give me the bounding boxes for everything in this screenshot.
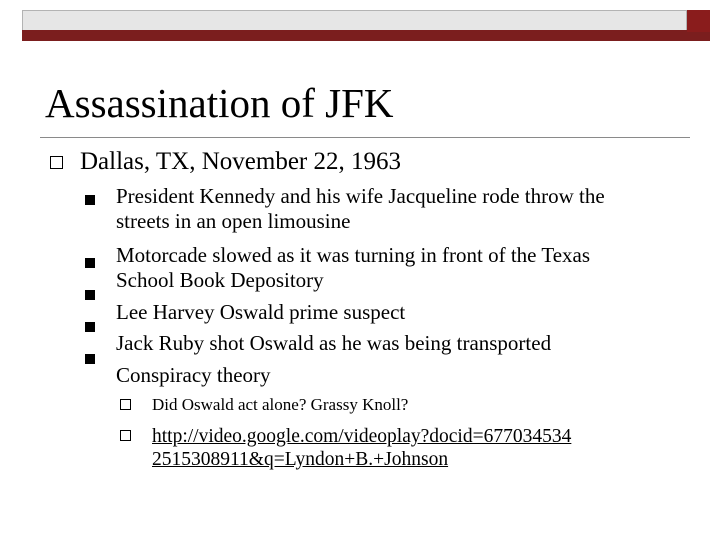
header-gray-bar (22, 10, 687, 32)
header-red-bar (22, 30, 710, 41)
sub-bullet-3: Lee Harvey Oswald prime suspect (116, 300, 406, 324)
filled-square-bullet-icon (85, 322, 95, 332)
filled-square-bullet-icon (85, 258, 95, 268)
sub-sub-bullet-question: Did Oswald act alone? Grassy Knoll? (152, 395, 409, 414)
sub-bullet-5: Conspiracy theory (116, 363, 271, 387)
title-divider (40, 137, 690, 138)
hollow-square-bullet-icon (120, 399, 131, 410)
header-red-square (687, 10, 710, 32)
hollow-square-bullet-icon (120, 430, 131, 441)
filled-square-bullet-icon (85, 354, 95, 364)
sub-bullet-2-line-2: School Book Depository (116, 268, 324, 292)
video-link-line-2[interactable]: 2515308911&q=Lyndon+B.+Johnson (152, 449, 449, 470)
sub-bullet-1-line-1: President Kennedy and his wife Jacqueline rode throw the (116, 184, 605, 208)
main-bullet-text: Dallas, TX, November 22, 1963 (80, 148, 402, 175)
slide-title: Assassination of JFK (45, 80, 394, 126)
filled-square-bullet-icon (85, 290, 95, 300)
sub-bullet-2-line-1: Motorcade slowed as it was turning in front of the Texas (116, 243, 591, 267)
video-link-line-1[interactable]: http://video.google.com/videoplay?docid=677034534 (152, 426, 572, 447)
hollow-square-bullet-icon (50, 156, 63, 169)
sub-bullet-1-line-2: streets in an open limousine (116, 209, 351, 233)
sub-bullet-4: Jack Ruby shot Oswald as he was being transported (116, 331, 552, 355)
filled-square-bullet-icon (85, 195, 95, 205)
